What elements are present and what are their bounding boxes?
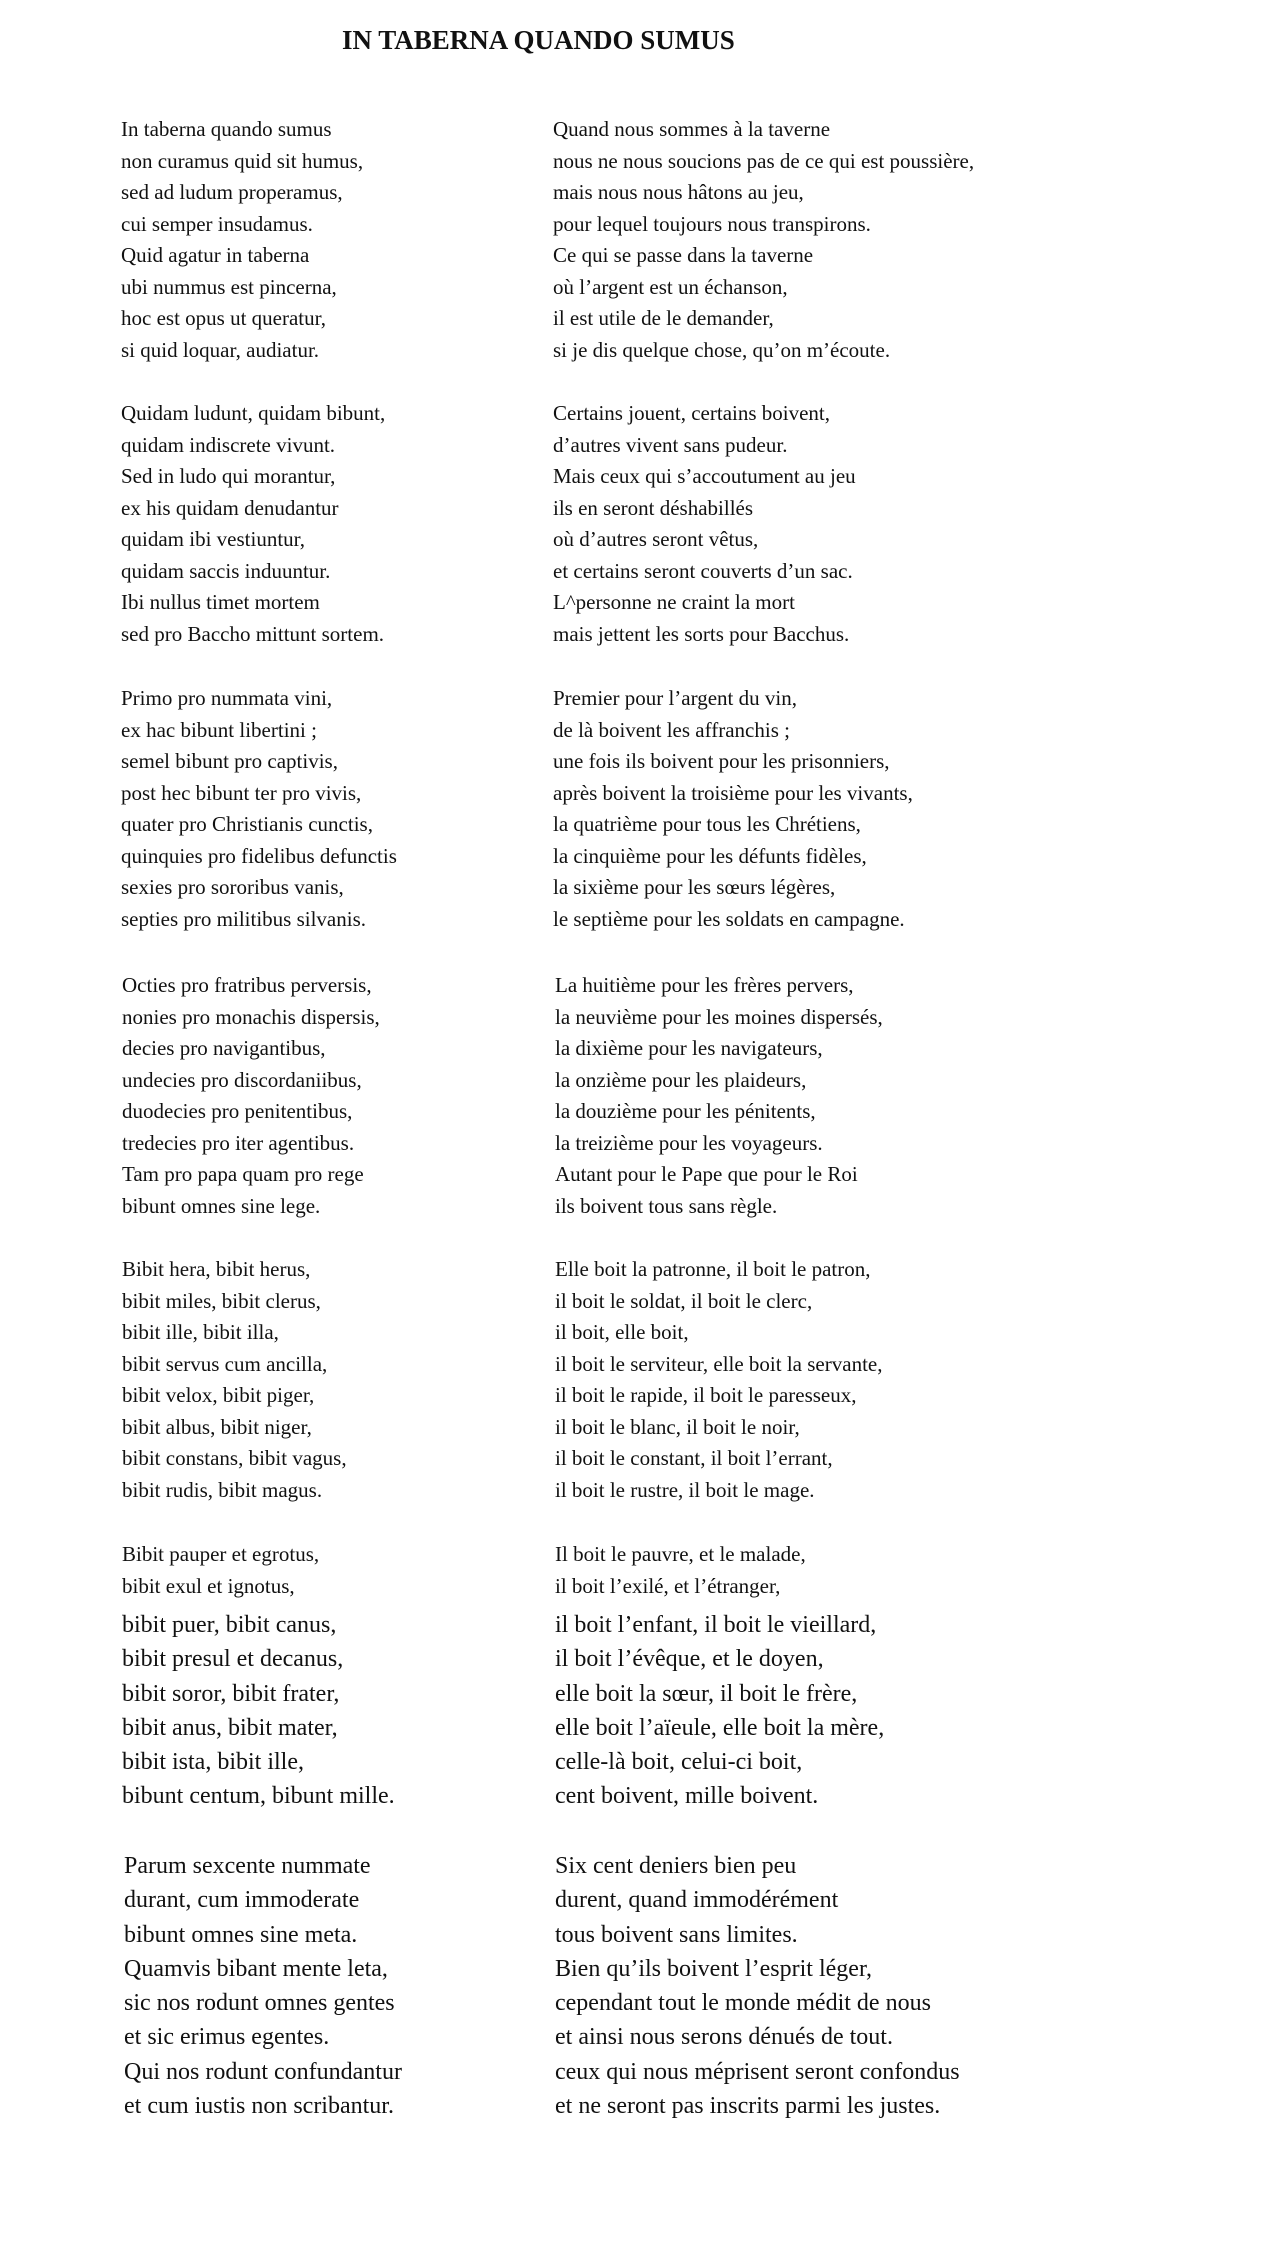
verse-line: cui semper insudamus. xyxy=(121,211,313,236)
verse-line: et ne seront pas inscrits parmi les justes. xyxy=(555,2093,941,2120)
verse-line: après boivent la troisième pour les vivants, xyxy=(553,780,913,805)
page-title: IN TABERNA QUANDO SUMUS xyxy=(342,25,735,55)
verse-line: sed ad ludum properamus, xyxy=(121,180,343,204)
verse-line: post hec bibunt ter pro vivis, xyxy=(121,780,362,805)
verse-line: celle-là boit, celui-ci boit, xyxy=(555,1749,803,1776)
verse-line: bibit presul et decanus, xyxy=(122,1646,344,1673)
verse-line: la neuvième pour les moines dispersés, xyxy=(555,1004,883,1029)
verse-line: bibit rudis, bibit magus. xyxy=(122,1477,323,1502)
verse-line: quidam ibi vestiuntur, xyxy=(121,527,306,551)
verse-line: bibit albus, bibit niger, xyxy=(122,1414,312,1439)
verse-line: il boit le serviteur, elle boit la servante, xyxy=(555,1351,883,1376)
verse-line: durant, cum immoderate xyxy=(124,1887,360,1914)
verse-line: bibit miles, bibit clerus, xyxy=(122,1288,321,1313)
verse-line: sed pro Baccho mittunt sortem. xyxy=(121,621,385,646)
verse-line: decies pro navigantibus, xyxy=(122,1036,326,1060)
verse-line: Ce qui se passe dans la taverne xyxy=(553,243,814,267)
verse-line: quinquies pro fidelibus defunctis xyxy=(121,843,397,868)
verse-line: ils en seront déshabillés xyxy=(553,495,754,520)
verse-line: tous boivent sans limites. xyxy=(555,1921,798,1948)
verse-line: L^personne ne craint la mort xyxy=(553,590,795,614)
verse-line: ils boivent tous sans règle. xyxy=(555,1193,778,1218)
french-stanza xyxy=(553,683,913,935)
verse-line: In taberna quando sumus xyxy=(121,117,332,141)
verse-line: Bien qu’ils boivent l’esprit léger, xyxy=(555,1955,872,1982)
verse-line: bibunt centum, bibunt mille. xyxy=(122,1783,395,1810)
verse-line: où d’autres seront vêtus, xyxy=(553,527,759,551)
verse-line: ex hac bibunt libertini ; xyxy=(121,717,317,742)
verse-line: quidam indiscrete vivunt. xyxy=(121,432,336,457)
verse-line: quidam saccis induuntur. xyxy=(121,558,331,583)
latin-stanza xyxy=(122,1254,347,1506)
verse-line: il boit le rustre, il boit le mage. xyxy=(555,1477,815,1502)
verse-line: bibit velox, bibit piger, xyxy=(122,1383,315,1407)
verse-line: bibunt omnes sine meta. xyxy=(124,1921,358,1948)
latin-stanza xyxy=(121,683,397,935)
verse-line: sexies pro sororibus vanis, xyxy=(121,875,344,899)
verse-line: il boit, elle boit, xyxy=(555,1320,689,1344)
verse-line: de là boivent les affranchis ; xyxy=(553,717,790,742)
french-stanza xyxy=(555,1608,884,1814)
verse-line: Bibit hera, bibit herus, xyxy=(122,1257,311,1281)
verse-line: Qui nos rodunt confundantur xyxy=(124,2058,402,2085)
verse-line: semel bibunt pro captivis, xyxy=(121,749,338,773)
verse-line: septies pro militibus silvanis. xyxy=(121,906,366,931)
latin-stanza xyxy=(124,1849,402,2123)
french-stanza xyxy=(555,1254,882,1506)
verse-line: tredecies pro iter agentibus. xyxy=(122,1130,355,1155)
verse-line: il boit l’évêque, et le doyen, xyxy=(555,1646,824,1673)
verse-line: ceux qui nous méprisent seront confondus xyxy=(555,2058,960,2085)
verse-line: il boit l’enfant, il boit le vieillard, xyxy=(555,1612,877,1638)
verse-line: bibit exul et ignotus, xyxy=(122,1573,295,1598)
verse-line: si je dis quelque chose, qu’on m’écoute. xyxy=(553,337,891,362)
verse-line: et ainsi nous serons dénués de tout. xyxy=(555,2024,893,2051)
french-stanza xyxy=(553,114,974,366)
verse-line: elle boit la sœur, il boit le frère, xyxy=(555,1680,858,1707)
latin-stanza xyxy=(122,1608,395,1814)
latin-stanza xyxy=(121,114,363,366)
verse-line: Sed in ludo qui morantur, xyxy=(121,464,336,488)
verse-line: mais jettent les sorts pour Bacchus. xyxy=(553,621,850,646)
verse-line: si quid loquar, audiatur. xyxy=(121,337,320,362)
verse-line: bibunt omnes sine lege. xyxy=(122,1193,321,1218)
verse-line: hoc est opus ut queratur, xyxy=(121,306,327,330)
verse-line: bibit anus, bibit mater, xyxy=(122,1714,338,1741)
latin-stanza xyxy=(122,970,380,1222)
verse-line: Premier pour l’argent du vin, xyxy=(553,686,797,710)
verse-line: La huitième pour les frères pervers, xyxy=(555,973,854,997)
verse-line: sic nos rodunt omnes gentes xyxy=(124,1990,395,2017)
verse-line: undecies pro discordaniibus, xyxy=(122,1067,362,1092)
verse-line: le septième pour les soldats en campagne. xyxy=(553,906,905,931)
verse-line: bibit ille, bibit illa, xyxy=(122,1320,279,1344)
verse-line: Primo pro nummata vini, xyxy=(121,686,333,710)
verse-line: il boit le constant, il boit l’errant, xyxy=(555,1446,833,1470)
verse-line: et sic erimus egentes. xyxy=(124,2024,330,2051)
verse-line: Bibit pauper et egrotus, xyxy=(122,1542,320,1566)
verse-line: bibit puer, bibit canus, xyxy=(122,1612,337,1638)
verse-line: il boit le rapide, il boit le paresseux, xyxy=(555,1383,857,1407)
verse-line: quater pro Christianis cunctis, xyxy=(121,812,373,836)
verse-line: ubi nummus est pincerna, xyxy=(121,274,337,299)
verse-line: durent, quand immodérément xyxy=(555,1887,839,1914)
verse-line: il boit l’exilé, et l’étranger, xyxy=(555,1573,781,1598)
verse-line: Ibi nullus timet mortem xyxy=(121,590,320,614)
verse-line: non curamus quid sit humus, xyxy=(121,148,364,173)
verse-line: Six cent deniers bien peu xyxy=(555,1853,797,1879)
verse-line: duodecies pro penitentibus, xyxy=(122,1099,353,1123)
verse-line: Quidam ludunt, quidam bibunt, xyxy=(121,401,386,425)
verse-line: mais nous nous hâtons au jeu, xyxy=(553,180,804,204)
verse-line: une fois ils boivent pour les prisonniers, xyxy=(553,749,890,773)
verse-line: et certains seront couverts d’un sac. xyxy=(553,558,853,583)
verse-line: la cinquième pour les défunts fidèles, xyxy=(553,843,867,868)
verse-line: la quatrième pour tous les Chrétiens, xyxy=(553,812,861,836)
verse-line: Autant pour le Pape que pour le Roi xyxy=(555,1162,858,1186)
verse-line: la dixième pour les navigateurs, xyxy=(555,1036,823,1060)
verse-line: Elle boit la patronne, il boit le patron, xyxy=(555,1257,871,1281)
verse-line: Quid agatur in taberna xyxy=(121,243,310,267)
verse-line: il est utile de le demander, xyxy=(553,306,774,330)
french-stanza xyxy=(553,398,856,650)
verse-line: ex his quidam denudantur xyxy=(121,495,339,520)
verse-line: Il boit le pauvre, et le malade, xyxy=(555,1542,806,1566)
verse-line: d’autres vivent sans pudeur. xyxy=(553,432,788,457)
verse-line: Tam pro papa quam pro rege xyxy=(122,1162,364,1186)
latin-stanza xyxy=(121,398,385,650)
verse-line: Octies pro fratribus perversis, xyxy=(122,973,372,997)
verse-line: Quamvis bibant mente leta, xyxy=(124,1955,388,1982)
verse-line: la sixième pour les sœurs légères, xyxy=(553,875,836,899)
verse-line: nous ne nous soucions pas de ce qui est poussière, xyxy=(553,148,975,173)
latin-stanza xyxy=(122,1539,319,1602)
verse-line: cent boivent, mille boivent. xyxy=(555,1783,819,1810)
verse-line: nonies pro monachis dispersis, xyxy=(122,1004,380,1029)
verse-line: bibit soror, bibit frater, xyxy=(122,1680,340,1707)
french-stanza xyxy=(555,1849,960,2123)
verse-line: et cum iustis non scribantur. xyxy=(124,2093,394,2120)
verse-line: la onzième pour les plaideurs, xyxy=(555,1067,807,1092)
verse-line: bibit servus cum ancilla, xyxy=(122,1351,328,1376)
verse-line: Quand nous sommes à la taverne xyxy=(553,117,831,141)
verse-line: bibit constans, bibit vagus, xyxy=(122,1446,347,1470)
verse-line: Certains jouent, certains boivent, xyxy=(553,401,831,425)
verse-line: où l’argent est un échanson, xyxy=(553,274,788,299)
verse-line: pour lequel toujours nous transpirons. xyxy=(553,211,871,236)
verse-line: il boit le blanc, il boit le noir, xyxy=(555,1414,800,1439)
verse-line: Mais ceux qui s’accoutument au jeu xyxy=(553,464,856,488)
french-stanza xyxy=(555,1539,806,1602)
verse-line: elle boit l’aïeule, elle boit la mère, xyxy=(555,1714,885,1741)
verse-line: la treizième pour les voyageurs. xyxy=(555,1130,823,1155)
verse-line: il boit le soldat, il boit le clerc, xyxy=(555,1288,813,1313)
verse-line: bibit ista, bibit ille, xyxy=(122,1749,304,1776)
french-stanza xyxy=(555,970,883,1222)
verse-line: cependant tout le monde médit de nous xyxy=(555,1990,931,2017)
verse-line: la douzième pour les pénitents, xyxy=(555,1099,816,1123)
verse-line: Parum sexcente nummate xyxy=(124,1853,371,1879)
